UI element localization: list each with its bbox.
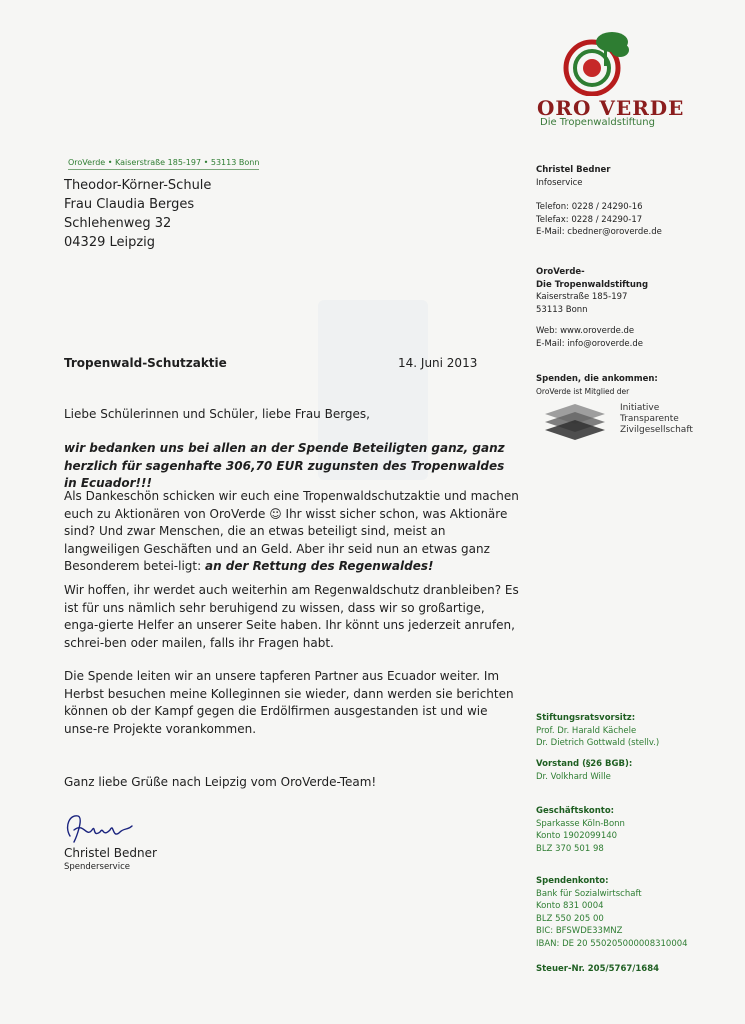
sender-address-line: OroVerde • Kaiserstraße 185-197 • 53113 Bonn [68,158,259,170]
footer-line: Konto 1902099140 [536,831,618,841]
paragraph-ecuador: Die Spende leiten wir an unsere tapferen Partner aus Ecuador weiter. Im Herbst besuchen meine Kolleginnen sie wieder, dann werden sie berichten können ob der Kampf gegen die Erdölfirmen ausgestanden ist und wie unse-re Projekte vorankommen. [64,669,514,736]
paragraph-emphasis: an der Rettung des Regenwaldes! [204,559,434,573]
letter-date: 14. Juni 2013 [398,356,478,370]
org-web: Web: www.oroverde.de [536,326,635,336]
recipient-line: Theodor-Körner-Schule [64,178,212,193]
steuer-block [536,963,659,976]
contact-fax: Telefax: 0228 / 24290-17 [536,214,643,225]
salutation: Liebe Schülerinnen und Schüler, liebe Frau Berges, [64,407,370,421]
org-line1: OroVerde- [536,267,585,277]
footer-heading: Stiftungsratsvorsitz: [536,713,636,723]
spenden-block [536,373,658,398]
contact-name: Christel Bedner [536,165,611,175]
spendenkonto-block [536,875,688,950]
signer-name: Christel Bedner [64,846,157,860]
footer-line: Dr. Volkhard Wille [536,771,611,782]
paragraph-aktie [64,488,519,576]
recipient-line: Schlehenweg 32 [64,216,172,231]
footer-line: BLZ 550 205 00 [536,913,604,924]
footer-line: BLZ 370 501 98 [536,843,604,854]
itz-text [620,403,693,436]
contact-email: E-Mail: cbedner@oroverde.de [536,227,662,237]
org-email: E-Mail: info@oroverde.de [536,338,643,349]
paragraph-hope: Wir hoffen, ihr werdet auch weiterhin am Regenwaldschutz dranbleiben? Es ist für uns nämlich sehr beruhigend zu wissen, dass wir so großartige, enga-gierte Helfer an unserer Seite haben. Ihr könnt uns jederzeit anrufen, schrei-ben oder mailen, falls ihr Fragen habt. [64,583,519,650]
signer-role: Spenderservice [64,862,130,872]
letter-subject: Tropenwald-Schutzaktie [64,356,227,370]
footer-line: Konto 831 0004 [536,901,604,911]
vorstand-block [536,758,632,783]
recipient-address [64,176,211,252]
paragraph-thanks: wir bedanken uns bei allen an der Spende Beteiligten ganz, ganz herzlich für sagenhafte 306,70 EUR zugunsten des Tropenwaldes in Ecuador!!! [64,441,505,490]
spenden-member: OroVerde ist Mitglied der [536,386,630,396]
contact-phone: Telefon: 0228 / 24290-16 [536,202,643,212]
spenden-heading: Spenden, die ankommen: [536,374,658,384]
org-street: Kaiserstraße 185-197 [536,292,628,302]
itz-line: Zivilgesellschaft [620,425,693,435]
footer-line: Dr. Dietrich Gottwald (stellv.) [536,738,660,748]
org-block [536,266,648,350]
contact-dept: Infoservice [536,177,583,188]
footer-line: Sparkasse Köln-Bonn [536,818,625,829]
org-line2: Die Tropenwaldstiftung [536,279,649,290]
geschaeftskonto-block [536,805,625,855]
steuer-number: Steuer-Nr. 205/5767/1684 [536,964,660,974]
itz-line: Transparente [620,414,679,424]
closing: Ganz liebe Grüße nach Leipzig vom OroVerde-Team! [64,775,377,789]
footer-line: Prof. Dr. Harald Kächele [536,725,637,736]
logo-tagline: Die Tropenwaldstiftung [540,117,655,128]
footer-heading: Vorstand (§26 BGB): [536,759,633,769]
itz-logo-icon [540,400,610,442]
footer-line: IBAN: DE 20 550205000008310004 [536,938,688,949]
itz-line: Initiative [620,403,660,413]
recipient-line: Frau Claudia Berges [64,197,195,212]
footer-heading: Spendenkonto: [536,876,609,886]
footer-heading: Geschäftskonto: [536,806,615,816]
footer-line: BIC: BFSWDE33MNZ [536,926,623,936]
oroverde-logo-icon [560,30,630,96]
stiftungsrat-block [536,712,659,750]
signature [62,808,152,848]
footer-line: Bank für Sozialwirtschaft [536,888,642,899]
logo-name: ORO VERDE [537,96,685,120]
contact-block [536,164,662,239]
recipient-line: 04329 Leipzig [64,235,156,250]
org-city: 53113 Bonn [536,304,588,315]
paragraph-text: Als Dankeschön schicken wir euch eine Tropenwaldschutzaktie und machen euch zu Aktionären von OroVerde ☺ Ihr wisst sicher schon, was Aktionäre sind? Und zwar Menschen, die an etwas beteiligt sind, meist an langweiligen Geschäften und an Geld. Aber ihr seid nun an etwas ganz Besonderem betei-ligt: [64,489,519,573]
